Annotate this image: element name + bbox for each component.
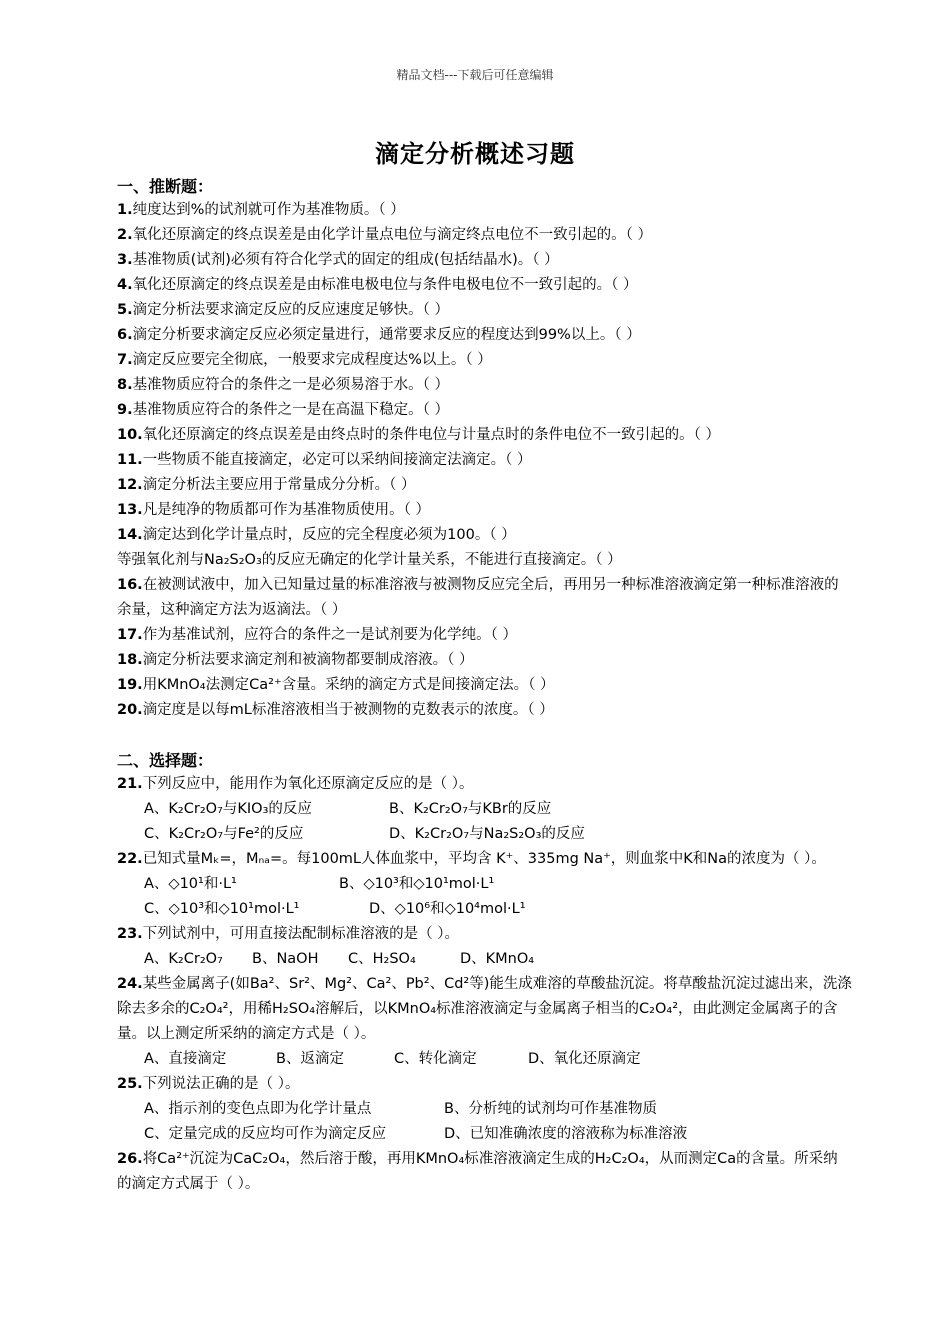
- question-number: 14.: [117, 527, 143, 543]
- question-number: 25.: [117, 1076, 143, 1092]
- judgment-question: [117, 698, 852, 723]
- question-text: 滴定分析要求滴定反应必须定量进行，通常要求反应的程度达到99%以上。（ ）: [132, 327, 641, 343]
- question-number: 12.: [117, 477, 143, 493]
- judgment-question-list: [117, 198, 852, 723]
- question-23: [117, 922, 852, 947]
- question-number: 8.: [117, 377, 133, 393]
- option-a: A、◇10¹和·L¹: [144, 876, 237, 892]
- question-number: 11.: [117, 452, 143, 468]
- question-text: 已知式量Mₖ=，Mₙₐ=。每100mL人体血浆中，平均含 K⁺、335mg Na⁺，则血浆中K和Na的浓度为（ ）。: [142, 851, 826, 867]
- question-number: 6.: [117, 327, 133, 343]
- judgment-question: [117, 198, 852, 223]
- question-text: 基准物质应符合的条件之一是在高温下稳定。（ ）: [132, 402, 449, 418]
- judgment-question: [117, 473, 852, 498]
- document-body: [117, 176, 852, 1197]
- question-number: 2.: [117, 227, 133, 243]
- question-text: 滴定分析法要求滴定反应的反应速度足够快。（ ）: [132, 302, 449, 318]
- question-text: 一些物质不能直接滴定，必定可以采纳间接滴定法滴定。（ ）: [142, 452, 532, 468]
- question-number: 18.: [117, 652, 143, 668]
- question-25: [117, 1072, 852, 1097]
- question-21: [117, 772, 852, 797]
- question-number: 17.: [117, 627, 143, 643]
- option-c: C、定量完成的反应均可作为滴定反应: [144, 1126, 387, 1142]
- q21-options-row-2: [117, 822, 852, 847]
- judgment-question: [117, 223, 852, 248]
- question-number: 4.: [117, 277, 133, 293]
- question-number: 24.: [117, 976, 143, 992]
- question-text: 作为基准试剂，应符合的条件之一是试剂要为化学纯。（ ）: [142, 627, 518, 643]
- judgment-question: [117, 298, 852, 323]
- option-c: C、K₂Cr₂O₇与Fe²的反应: [144, 826, 304, 842]
- option-a: A、K₂Cr₂O₇: [144, 951, 223, 967]
- q25-options-row-1: [117, 1097, 852, 1122]
- question-22: [117, 847, 852, 872]
- question-number: 19.: [117, 677, 143, 693]
- question-text: 下列试剂中，可用直接法配制标准溶液的是（ ）。: [142, 926, 460, 942]
- option-b: B、返滴定: [276, 1051, 344, 1067]
- page-title: 滴定分析概述习题: [375, 140, 575, 168]
- option-c: C、◇10³和◇10¹mol·L¹: [144, 901, 300, 917]
- option-a: A、直接滴定: [144, 1051, 227, 1067]
- question-number: 10.: [117, 427, 143, 443]
- option-a: A、K₂Cr₂O₇与KIO₃的反应: [144, 801, 312, 817]
- question-number: 3.: [117, 252, 133, 268]
- section-heading-judgment: 一、推断题：: [117, 177, 214, 196]
- option-d: D、◇10⁶和◇10⁴mol·L¹: [369, 901, 526, 917]
- question-number: 20.: [117, 702, 143, 718]
- question-text: 等强氧化剂与Na₂S₂O₃的反应无确定的化学计量关系，不能进行直接滴定。（ ）: [117, 552, 622, 568]
- q22-options-row-2: [117, 897, 852, 922]
- q24-options: [117, 1047, 852, 1072]
- question-text: 在被测试液中，加入已知量过量的标准溶液与被测物反应完全后，再用另一种标准溶液滴定第一种标准溶液的余量，这种滴定方法为返滴法。（ ）: [117, 577, 839, 618]
- question-text: 滴定反应要完全彻底，一般要求完成程度达%以上。（ ）: [132, 352, 492, 368]
- q25-options-row-2: [117, 1122, 852, 1147]
- question-number: 5.: [117, 302, 133, 318]
- judgment-question: [117, 548, 852, 573]
- question-number: 22.: [117, 851, 143, 867]
- q23-options: [117, 947, 852, 972]
- question-number: 16.: [117, 577, 143, 593]
- question-text: 将Ca²⁺沉淀为CaC₂O₄，然后溶于酸，再用KMnO₄标准溶液滴定生成的H₂C₂O₄，从而测定Ca的含量。所采纳的滴定方式属于（ ）。: [117, 1151, 838, 1192]
- question-26: [117, 1147, 852, 1197]
- question-text: 凡是纯净的物质都可作为基准物质使用。（ ）: [142, 502, 431, 518]
- question-text: 氧化还原滴定的终点误差是由终点时的条件电位与计量点时的条件电位不一致引起的。（ ）: [142, 427, 721, 443]
- judgment-question: [117, 573, 852, 623]
- judgment-question: [117, 623, 852, 648]
- option-d: D、K₂Cr₂O₇与Na₂S₂O₃的反应: [389, 826, 585, 842]
- question-text: 纯度达到%的试剂就可作为基准物质。（ ）: [132, 202, 405, 218]
- question-number: 1.: [117, 202, 133, 218]
- question-number: 13.: [117, 502, 143, 518]
- question-text: 某些金属离子(如Ba²、Sr²、Mg²、Ca²、Pb²、Cd²等)能生成难溶的草酸盐沉淀。将草酸盐沉淀过滤出来，洗涤除去多余的C₂O₄²，用稀H₂SO₄溶解后，以KMnO₄标准溶液滴定与金属离子相当的C₂O₄²，由此测定金属离子的含量。以上测定所采纳的滴定方式是（ ）。: [117, 976, 852, 1042]
- question-text: 滴定分析法主要应用于常量成分分析。（ ）: [142, 477, 416, 493]
- judgment-question: [117, 248, 852, 273]
- question-text: 下列说法正确的是（ ）。: [142, 1076, 300, 1092]
- question-text: 氧化还原滴定的终点误差是由标准电极电位与条件电极电位不一致引起的。（ ）: [132, 277, 638, 293]
- judgment-question: [117, 423, 852, 448]
- judgment-question: [117, 673, 852, 698]
- question-text: 下列反应中，能用作为氧化还原滴定反应的是（ ）。: [142, 776, 474, 792]
- question-text: 滴定度是以每mL标准溶液相当于被测物的克数表示的浓度。（ ）: [142, 702, 554, 718]
- option-d: D、KMnO₄: [460, 951, 535, 967]
- option-a: A、指示剂的变色点即为化学计量点: [144, 1101, 372, 1117]
- question-number: 9.: [117, 402, 133, 418]
- judgment-question: [117, 323, 852, 348]
- page-header: 精品文档---下载后可任意编辑: [396, 68, 554, 82]
- question-text: 滴定达到化学计量点时，反应的完全程度必须为100。（ ）: [142, 527, 516, 543]
- question-text: 用KMnO₄法测定Ca²⁺含量。采纳的滴定方式是间接滴定法。（ ）: [142, 677, 555, 693]
- option-d: D、已知准确浓度的溶液称为标准溶液: [444, 1126, 688, 1142]
- question-text: 基准物质应符合的条件之一是必须易溶于水。（ ）: [132, 377, 449, 393]
- judgment-question: [117, 648, 852, 673]
- option-b: B、◇10³和◇10¹mol·L¹: [339, 876, 495, 892]
- question-text: 基准物质(试剂)必须有符合化学式的固定的组成(包括结晶水)。（ ）: [132, 252, 559, 268]
- option-c: C、转化滴定: [394, 1051, 477, 1067]
- q21-options-row-1: [117, 797, 852, 822]
- judgment-question: [117, 523, 852, 548]
- judgment-question: [117, 498, 852, 523]
- option-b: B、NaOH: [252, 951, 319, 967]
- option-b: B、K₂Cr₂O₇与KBr的反应: [389, 801, 552, 817]
- judgment-question: [117, 273, 852, 298]
- option-d: D、氧化还原滴定: [528, 1051, 641, 1067]
- judgment-question: [117, 348, 852, 373]
- question-number: 21.: [117, 776, 143, 792]
- question-text: 氧化还原滴定的终点误差是由化学计量点电位与滴定终点电位不一致引起的。（ ）: [132, 227, 652, 243]
- option-c: C、H₂SO₄: [348, 951, 416, 967]
- question-text: 滴定分析法要求滴定剂和被滴物都要制成溶液。（ ）: [142, 652, 474, 668]
- q22-options-row-1: [117, 872, 852, 897]
- question-number: 23.: [117, 926, 143, 942]
- section-heading-choice: 二、选择题：: [117, 751, 214, 770]
- judgment-question: [117, 398, 852, 423]
- option-b: B、分析纯的试剂均可作基准物质: [444, 1101, 657, 1117]
- judgment-question: [117, 373, 852, 398]
- judgment-question: [117, 448, 852, 473]
- question-number: 26.: [117, 1151, 143, 1167]
- question-24: [117, 972, 852, 1047]
- question-number: 7.: [117, 352, 133, 368]
